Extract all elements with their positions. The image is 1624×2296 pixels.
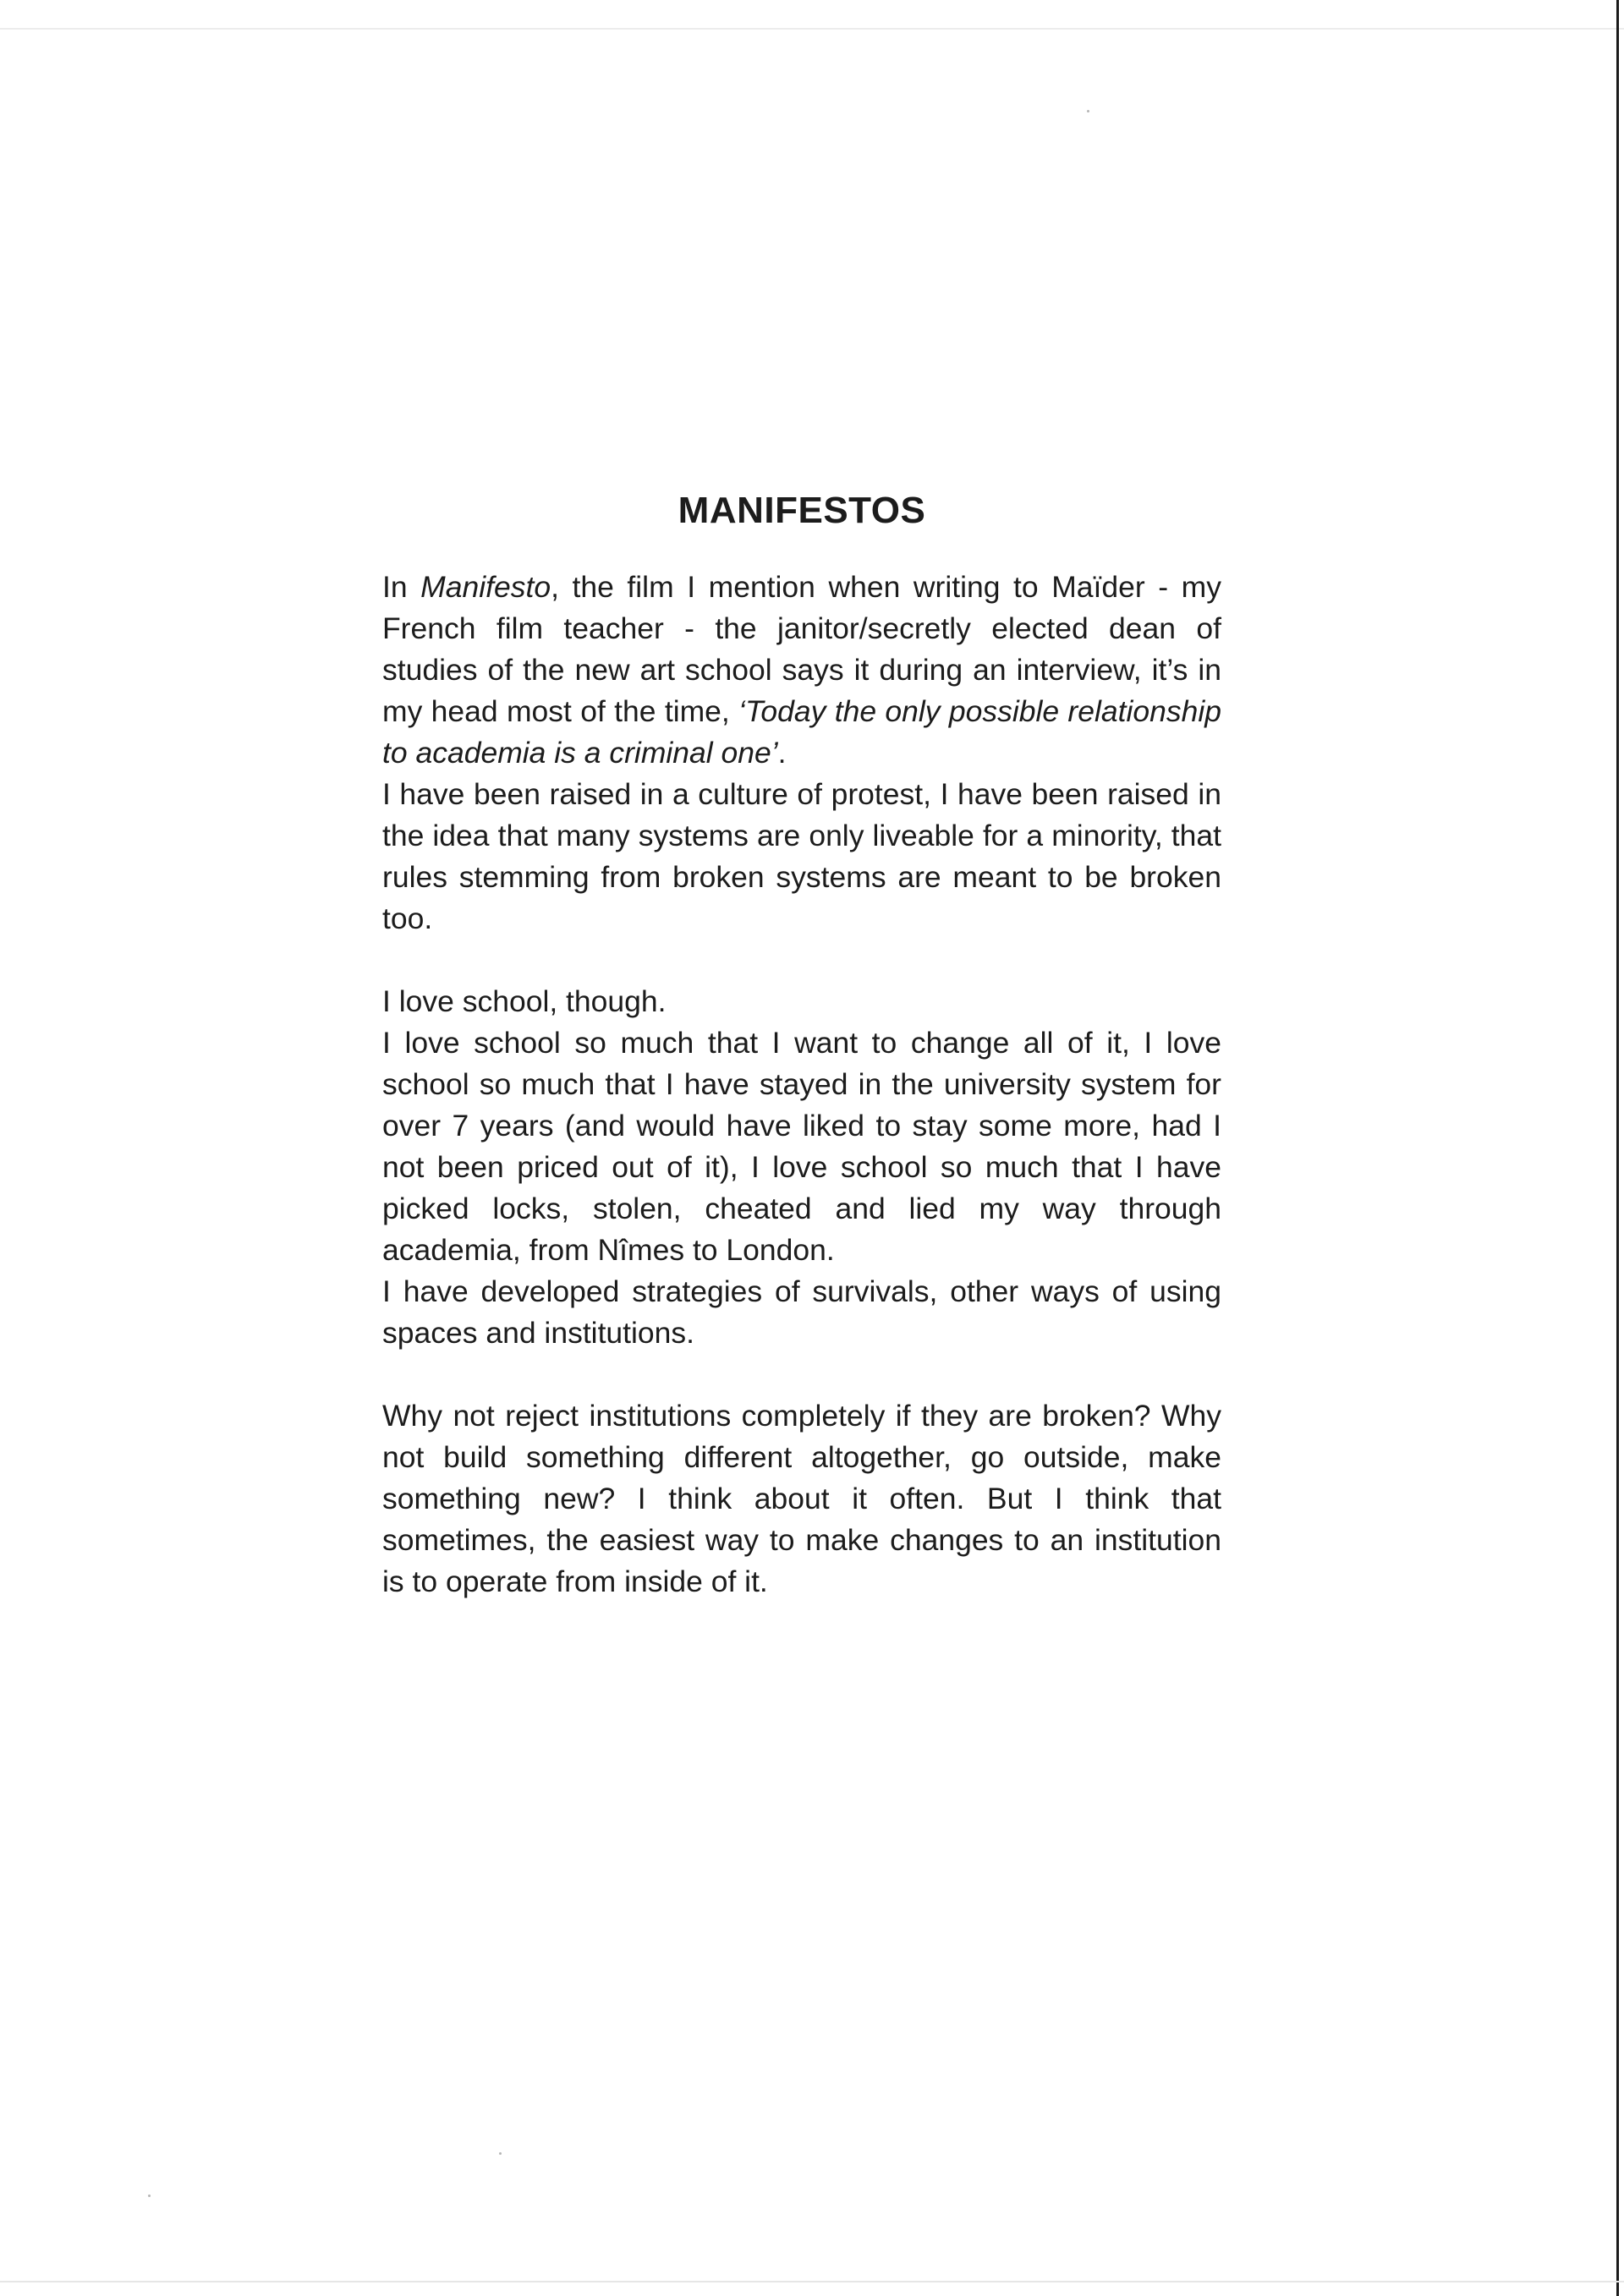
paragraph-protest: I have been raised in a culture of protest, I have been raised in the idea that many systems are only liveable for a minority, that rules stemming from broken systems are meant to be broken too. [382,777,1221,935]
scan-right-edge [1616,0,1619,2296]
paragraph-text: In [382,570,421,604]
scan-speck [499,2152,502,2155]
paragraph-spacer [382,1354,1221,1395]
scan-bottom-edge [0,2281,1624,2282]
paragraph-strategies: I have developed strategies of survivals, other ways of using spaces and institutions. [382,1274,1221,1350]
paragraph-text: . [777,736,787,770]
paragraph-institutions: Why not reject institutions completely if they are broken? Why not build something different altogether, go outside, make something new? I think about it often. But I think that sometimes, the easiest way to make changes to an institution is to operate from inside of it. [382,1399,1221,1598]
scan-top-edge [0,28,1624,30]
paragraph-spacer [382,940,1221,981]
quote: ‘Today the only possible relationship to academia is a criminal one’ [382,694,1221,770]
paragraph-manifesto [382,567,1221,774]
paragraph-change: I love school so much that I want to change all of it, I love school so much that I have stayed in the university system for over 7 years (and would have liked to stay some more, had I not been priced out of it), I love school so much that I have picked locks, stolen, cheated and lied my way through academia, from Nîmes to London. [382,1026,1221,1267]
document-page [382,482,1221,1603]
paragraph-text: , the film I mention when writing to Maïder - my French film teacher - the janitor/secretly elected dean of studies of the new art school says it during an interview, it’s in my head most of the time, [382,570,1221,728]
scan-speck [148,2195,151,2197]
paragraph-love-school: I love school, though. [382,984,667,1018]
film-title: Manifesto [420,570,551,604]
page-title: MANIFESTOS [678,490,926,531]
scan-speck [1087,110,1089,112]
